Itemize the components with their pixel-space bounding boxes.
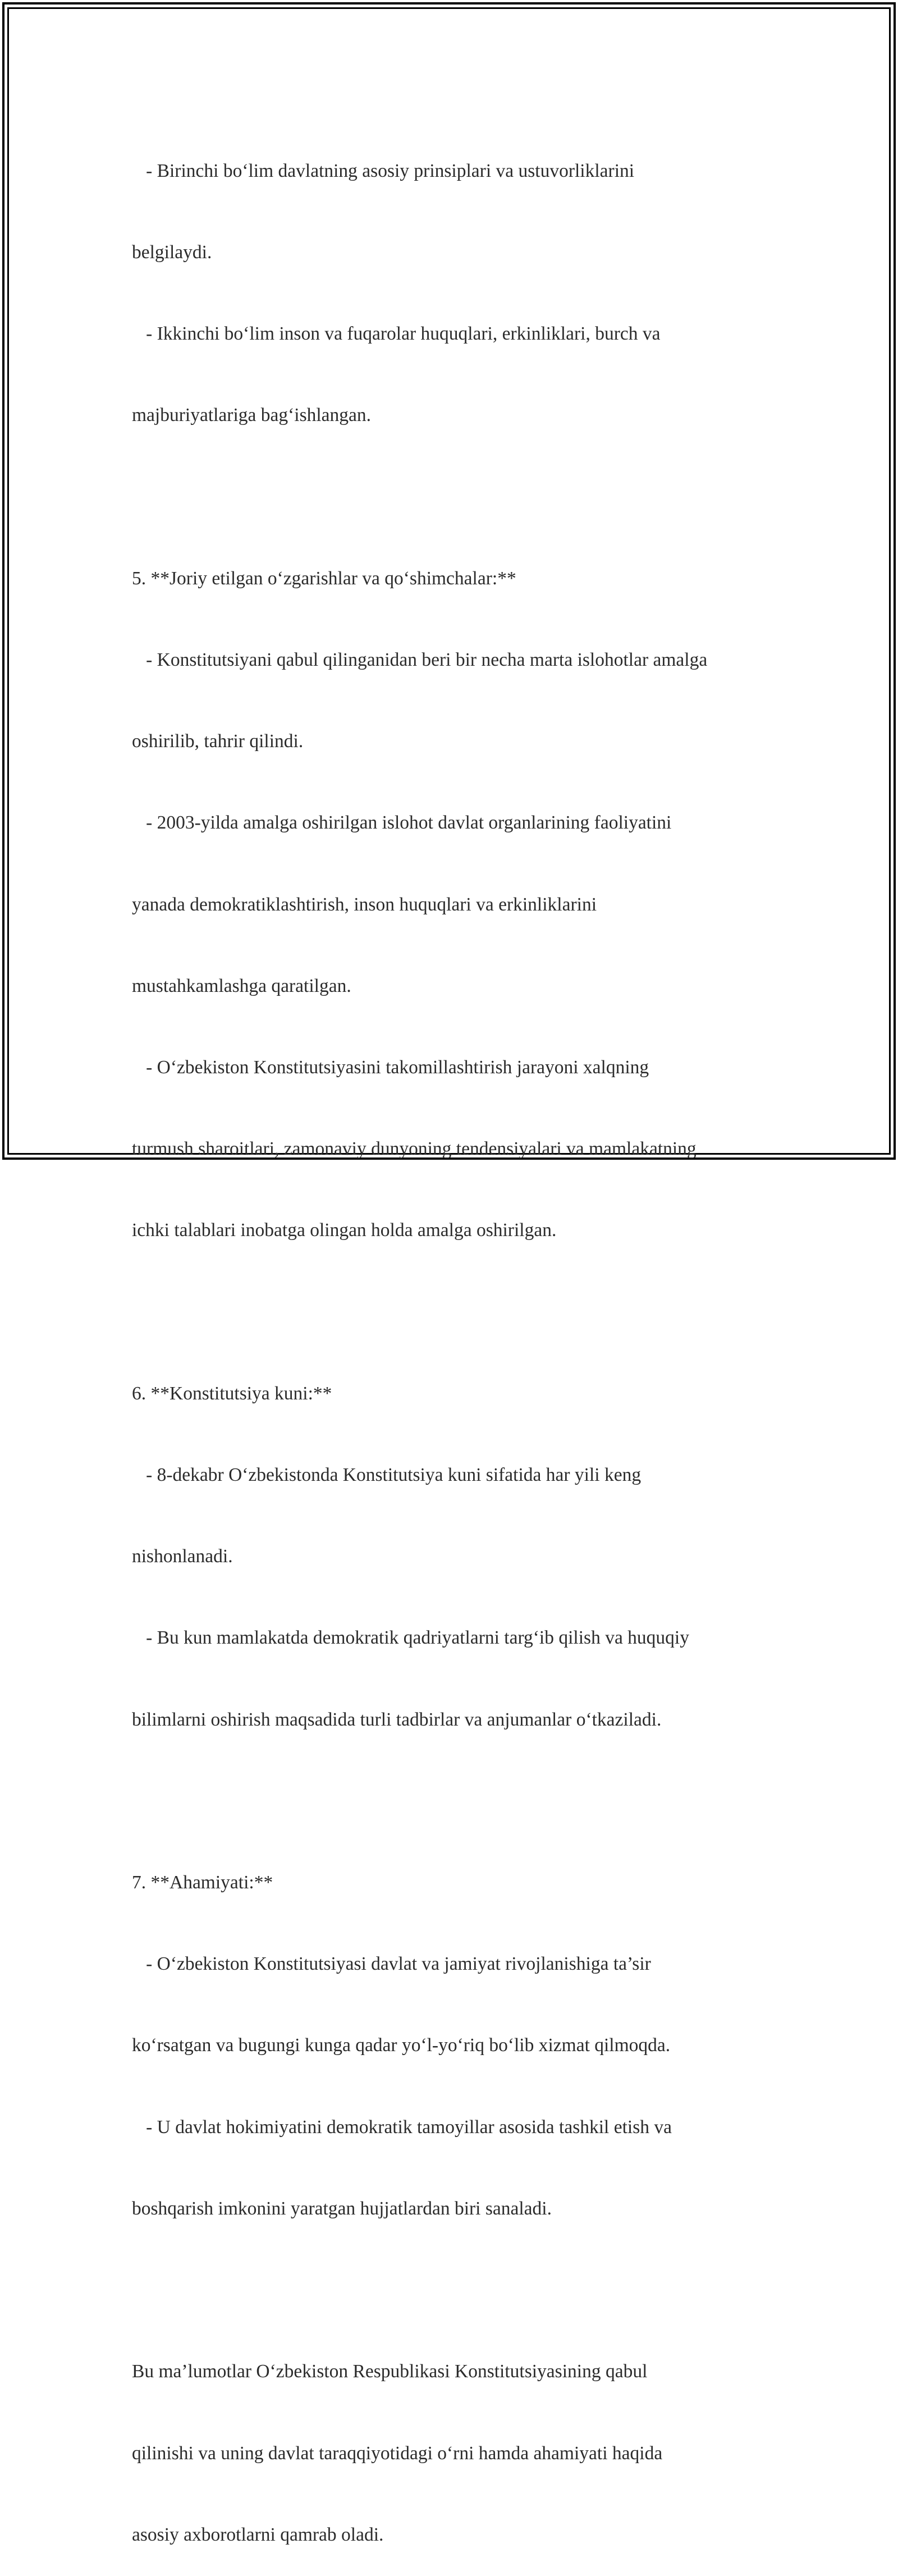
blank-line	[132, 2277, 794, 2304]
text-line: - Bu kun mamlakatda demokratik qadriyatlarni targ‘ib qilish va huquqiy	[132, 1627, 689, 1649]
text-line: - O‘zbekiston Konstitutsiyasini takomillashtirish jarayoni xalqning	[132, 1057, 649, 1078]
text-line: majburiyatlariga bag‘ishlangan.	[132, 405, 372, 426]
text-line: bilimlarni oshirish maqsadida turli tadbirlar va anjumanlar o‘tkaziladi.	[132, 1709, 662, 1730]
blank-line	[132, 1788, 794, 1815]
blank-line	[132, 484, 794, 511]
section-heading: 5. **Joriy etilgan o‘zgarishlar va qo‘shimchalar:**	[132, 568, 516, 589]
text-line: - Ikkinchi bo‘lim inson va fuqarolar huquqlari, erkinliklari, burch va	[132, 323, 661, 345]
text-line: mustahkamlashga qaratilgan.	[132, 975, 351, 996]
text-line: - U davlat hokimiyatini demokratik tamoyillar asosida tashkil etish va	[132, 2116, 672, 2138]
text-line: - O‘zbekiston Konstitutsiyasi davlat va jamiyat rivojlanishiga ta’sir	[132, 1953, 651, 1975]
section-heading: 7. **Ahamiyati:**	[132, 1872, 273, 1893]
text-line: - 2003-yilda amalga oshirilgan islohot davlat organlarining faoliyatini	[132, 812, 672, 834]
text-line: nishonlanadi.	[132, 1546, 233, 1567]
text-line: - 8-dekabr O‘zbekistonda Konstitutsiya kuni sifatida har yili keng	[132, 1465, 642, 1486]
text-line: boshqarish imkonini yaratgan hujjatlardan biri sanaladi.	[132, 2198, 552, 2219]
text-line: qilinishi va uning davlat taraqqiyotidagi o‘rni hamda ahamiyati haqida	[132, 2442, 663, 2464]
text-line: - Konstitutsiyani qabul qilinganidan beri bir necha marta islohotlar amalga	[132, 649, 708, 671]
text-line: oshirilib, tahrir qilindi.	[132, 731, 304, 752]
text-line: turmush sharoitlari, zamonaviy dunyoning tendensiyalari va mamlakatning	[132, 1138, 697, 1160]
text-line: yanada demokratiklashtirish, inson huquqlari va erkinliklarini	[132, 894, 597, 915]
text-line: asosiy axborotlarni qamrab oladi.	[132, 2524, 384, 2545]
text-line: ko‘rsatgan va bugungi kunga qadar yo‘l-yo‘riq bo‘lib xizmat qilmoqda.	[132, 2035, 671, 2056]
text-line: ichki talablari inobatga olingan holda amalga oshirilgan.	[132, 1220, 557, 1241]
text-line: Bu ma’lumotlar O‘zbekiston Respublikasi Konstitutsiyasining qabul	[132, 2361, 648, 2382]
text-line: - Birinchi bo‘lim davlatning asosiy prinsiplari va ustuvorliklarini	[132, 160, 635, 181]
document-body	[132, 103, 794, 2576]
blank-line	[132, 1299, 794, 1326]
section-heading: 6. **Konstitutsiya kuni:**	[132, 1383, 332, 1404]
text-line: belgilaydi.	[132, 242, 212, 263]
